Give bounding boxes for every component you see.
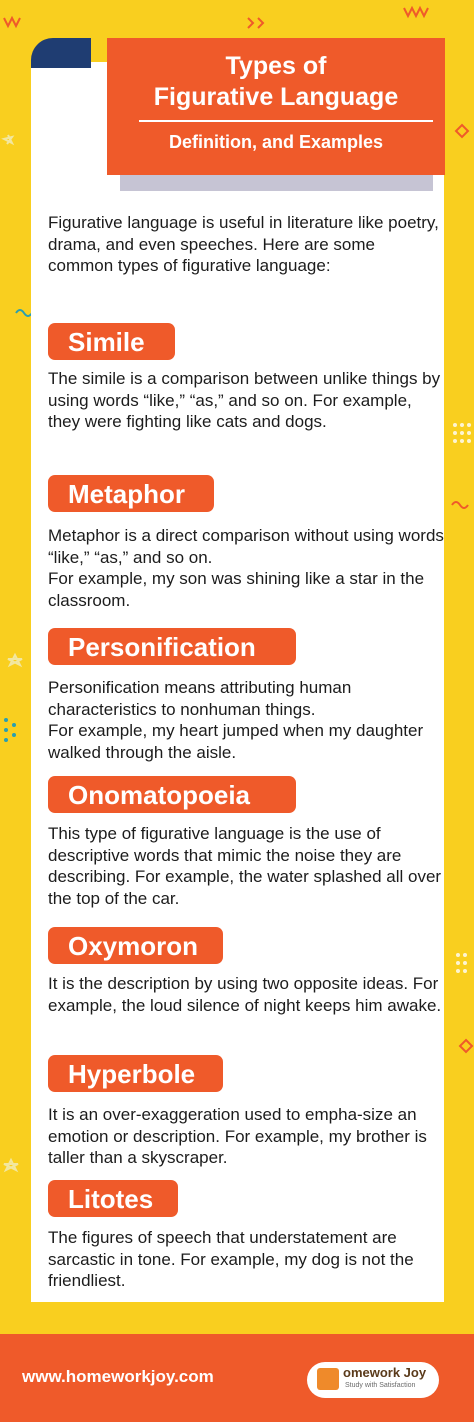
homework-joy-logo[interactable]: [307, 1362, 439, 1398]
metaphor-definition: Metaphor is a direct comparison without using words “like,” “as,” and so on.: [48, 526, 444, 567]
logo-name: omework Joy: [343, 1365, 427, 1380]
section-title-hyperbole: Hyperbole: [48, 1055, 223, 1092]
section-title-metaphor: Metaphor: [48, 475, 214, 512]
header-divider: [139, 120, 433, 122]
section-title-onomatopoeia: Onomatopoeia: [48, 776, 296, 813]
title-line-1: Types of: [225, 52, 327, 80]
section-body-onomatopoeia: This type of figurative language is the use of descriptive words that mimic the noise they are describing. For example, the water splashed all over the top of the car.: [48, 824, 442, 908]
website-link[interactable]: www.homeworkjoy.com: [22, 1367, 214, 1386]
intro-text: Figurative language is useful in literature like poetry, drama, and even speeches. Here are some common types of figurative language:: [48, 213, 439, 275]
section-body-personification: [48, 677, 446, 763]
section-body-litotes: The figures of speech that understatement are sarcastic in tone. For example, my dog is not the friendliest.: [48, 1228, 414, 1290]
section-title-simile: Simile: [48, 323, 175, 360]
section-title-litotes: Litotes: [48, 1180, 178, 1217]
section-body-simile: The simile is a comparison between unlike things by using words “like,” “as,” and so on. For example, they were fighting like cats and dogs.: [48, 369, 441, 431]
section-title-oxymoron: Oxymoron: [48, 927, 223, 964]
section-body-oxymoron: It is the description by using two opposite ideas. For example, the loud silence of night keeps him awake.: [48, 974, 442, 1015]
card-accent: [31, 38, 91, 68]
title-line-2: Figurative Language: [153, 83, 399, 111]
page-subtitle: Definition, and Examples: [168, 132, 384, 152]
section-title-personification: Personification: [48, 628, 296, 665]
metaphor-example: For example, my son was shining like a star in the classroom.: [48, 569, 425, 610]
personification-definition: Personification means attributing human characteristics to nonhuman things.: [48, 678, 352, 719]
personification-example: For example, my heart jumped when my daughter walked through the aisle.: [48, 721, 424, 762]
page-title: [107, 51, 445, 113]
logo-tagline: Study with Satisfaction: [345, 1382, 416, 1389]
header-banner: [107, 38, 445, 175]
section-body-hyperbole: It is an over-exaggeration used to empha-size an emotion or description. For example, my brother is taller than a skyscraper.: [48, 1105, 427, 1167]
section-body-metaphor: [48, 525, 446, 611]
book-icon: [317, 1368, 339, 1390]
